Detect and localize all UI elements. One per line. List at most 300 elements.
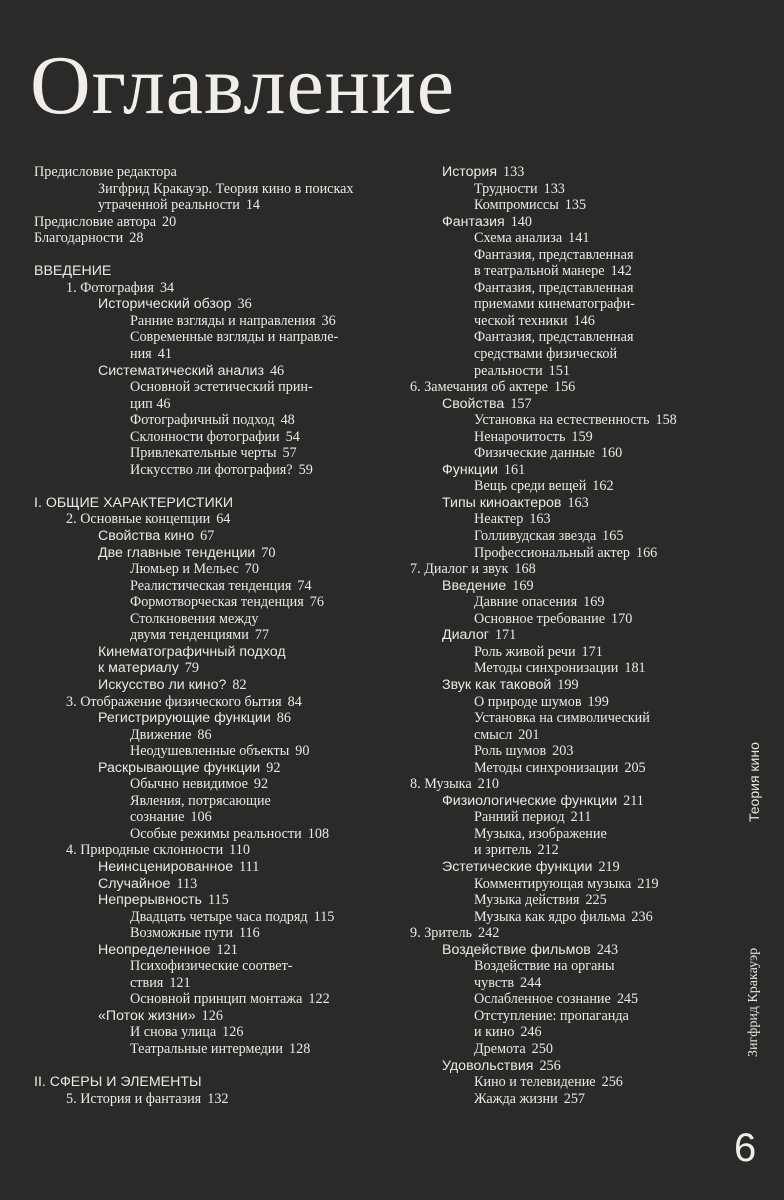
toc-section-entry (34, 859, 384, 876)
toc-entry-title: II. СФЕРЫ И ЭЛЕМЕНТЫ (34, 1074, 202, 1091)
toc-entry-page: 211 (623, 792, 644, 809)
toc-entry (410, 644, 710, 661)
toc-entry-page: 113 (176, 875, 198, 892)
toc-entry-title: Фантазия (442, 213, 505, 230)
toc-entry-title: ния (130, 346, 152, 363)
toc-entry-page: 116 (238, 925, 260, 942)
toc-entry-page: 115 (313, 908, 335, 925)
toc-entry (410, 528, 710, 545)
toc-entry-page: 14 (245, 197, 260, 214)
toc-section-entry (34, 296, 384, 313)
toc-entry (410, 1091, 710, 1108)
toc-entry-title: Физиологические функции (442, 792, 618, 809)
toc-entry-title: Диалог (442, 627, 489, 644)
toc-entry-title: двумя тенденциями (130, 627, 249, 644)
toc-entry (410, 809, 710, 826)
toc-entry-title: цип 46 (130, 395, 171, 412)
toc-entry-page: 242 (478, 925, 500, 942)
toc-entry-page: 36 (321, 312, 336, 329)
toc-entry-page: 133 (543, 180, 565, 197)
toc-entry (410, 247, 710, 264)
toc-entry-page: 111 (239, 858, 260, 875)
toc-entry-title: Искусство ли фотография? (130, 461, 293, 478)
toc-entry (410, 826, 710, 843)
toc-entry (410, 743, 710, 760)
toc-entry-title: смысл (474, 726, 513, 743)
toc-entry-title: Жажда жизни (474, 1090, 558, 1107)
toc-entry-title: И снова улица (130, 1024, 217, 1041)
toc-entry (410, 611, 710, 628)
toc-entry-title: 2. Основные концепции (66, 511, 211, 528)
toc-entry-page: 162 (592, 478, 614, 495)
toc-section-entry (34, 1074, 384, 1091)
toc-entry (34, 694, 384, 711)
toc-entry (410, 445, 710, 462)
toc-section-entry (410, 462, 710, 479)
toc-entry-title: 1. Фотография (66, 279, 154, 296)
toc-entry-page: 20 (162, 213, 177, 230)
toc-entry (410, 776, 710, 793)
toc-entry-title: Музыка действия (474, 892, 580, 909)
toc-section-entry (34, 545, 384, 562)
toc-entry-title: Давние опасения (474, 594, 578, 611)
toc-entry-page: 210 (477, 776, 499, 793)
toc-entry (410, 363, 710, 380)
toc-entry (410, 909, 710, 926)
toc-entry-page: 70 (261, 544, 276, 561)
toc-entry-page: 70 (244, 561, 259, 578)
toc-entry-title: 6. Замечания об актере (410, 379, 548, 396)
toc-entry-page: 54 (285, 428, 300, 445)
toc-entry-page: 106 (190, 809, 212, 826)
toc-entry-page: 171 (581, 643, 603, 660)
toc-section-entry (410, 793, 710, 810)
toc-entry-title: Ранний период (474, 809, 565, 826)
toc-entry (34, 561, 384, 578)
toc-entry (34, 594, 384, 611)
toc-entry (34, 214, 384, 231)
toc-spacer (34, 1058, 384, 1075)
toc-section-entry (410, 942, 710, 959)
toc-entry-title: Ослабленное сознание (474, 991, 611, 1008)
toc-entry-title: Фантазия, представленная (474, 279, 634, 296)
toc-entry (410, 263, 710, 280)
toc-entry-page: 181 (624, 660, 646, 677)
toc-entry (34, 1024, 384, 1041)
toc-entry-page: 84 (287, 693, 302, 710)
toc-entry-page: 34 (159, 279, 175, 296)
toc-section-entry (34, 710, 384, 727)
toc-entry-page: 28 (129, 230, 144, 247)
toc-entry (34, 197, 384, 214)
toc-entry-title: Вещь среди вещей (474, 478, 587, 495)
toc-entry (410, 892, 710, 909)
toc-entry-title: к материалу (98, 660, 179, 677)
toc-entry-title: Склонности фотографии (130, 428, 280, 445)
toc-entry-title: Двадцать четыре часа подряд (130, 908, 308, 925)
toc-section-entry (410, 627, 710, 644)
toc-entry-page: 115 (207, 892, 229, 909)
toc-entry-page: 211 (570, 809, 592, 826)
toc-entry-page: 126 (201, 1007, 223, 1024)
toc-entry-title: утраченной реальности (98, 197, 240, 214)
toc-entry-page: 160 (600, 445, 623, 462)
toc-section-entry (34, 876, 384, 893)
toc-entry (34, 809, 384, 826)
toc-entry-title: реальности (474, 362, 543, 379)
toc-entry-title: 3. Отображение физического бытия (66, 693, 282, 710)
toc-entry (410, 429, 710, 446)
toc-entry-title: Свойства (442, 395, 505, 412)
toc-entry (410, 1041, 710, 1058)
toc-section-entry (410, 396, 710, 413)
toc-entry-title: Предисловие редактора (34, 164, 177, 180)
toc-entry-title: Исторический обзор (98, 296, 232, 313)
toc-entry-page: 46 (269, 362, 285, 379)
toc-entry-title: Возможные пути (130, 925, 233, 942)
toc-entry-title: О природе шумов (474, 693, 582, 710)
toc-entry-title: Воздействие на органы (474, 958, 615, 975)
toc-entry-page: 151 (548, 362, 570, 379)
toc-entry-page: 74 (297, 577, 312, 594)
toc-entry (34, 727, 384, 744)
toc-entry-page: 90 (295, 743, 310, 760)
toc-entry-title: Дремота (474, 1040, 526, 1057)
toc-entry-title: Современные взгляды и направле- (130, 329, 339, 346)
toc-entry-title: Психофизические соответ- (130, 958, 293, 975)
toc-entry-title: Отступление: пропаганда (474, 1007, 629, 1024)
toc-section-entry (410, 578, 710, 595)
toc-entry-page: 256 (601, 1074, 623, 1091)
toc-entry-title: «Поток жизни» (98, 1007, 196, 1024)
toc-entry-page: 92 (253, 776, 269, 793)
toc-entry-title: Трудности (474, 180, 538, 197)
toc-entry-title: Формотворческая тенденция (130, 594, 304, 611)
toc-entry-page: 156 (553, 379, 576, 396)
toc-entry-page: 121 (216, 941, 238, 958)
toc-entry-title: Кино и телевидение (474, 1074, 596, 1091)
toc-entry-title: Предисловие автора (34, 213, 157, 230)
toc-entry-title: Фантазия, представленная (474, 246, 634, 263)
toc-entry-page: 169 (583, 594, 605, 611)
toc-entry-title: Удовольствия (442, 1057, 534, 1074)
toc-entry-title: Методы синхронизации (474, 660, 619, 677)
toc-entry-page: 199 (557, 676, 579, 693)
toc-entry-title: и зритель (474, 842, 532, 859)
toc-entry (34, 396, 384, 413)
toc-entry-title: Непрерывность (98, 892, 202, 909)
toc-entry-page: 243 (596, 941, 619, 958)
toc-entry (410, 412, 710, 429)
toc-entry (410, 1008, 710, 1025)
toc-entry-title: Явления, потрясающие (130, 792, 271, 809)
toc-entry (410, 594, 710, 611)
toc-entry-title: 4. Природные склонности (66, 842, 224, 859)
toc-entry (410, 727, 710, 744)
toc-entry-title: Введение (442, 577, 507, 594)
toc-entry-page: 199 (587, 693, 609, 710)
toc-section-entry (34, 495, 384, 512)
toc-entry (410, 842, 710, 859)
toc-section-entry (34, 644, 384, 661)
toc-entry (410, 975, 710, 992)
toc-entry-title: приемами кинематографи- (474, 296, 635, 313)
toc-entry-page: 225 (585, 892, 607, 909)
toc-entry (410, 991, 710, 1008)
toc-entry (34, 578, 384, 595)
toc-entry-page: 41 (157, 346, 172, 363)
toc-entry-page: 77 (254, 627, 270, 644)
toc-entry (34, 991, 384, 1008)
toc-entry-title: 5. История и фантазия (66, 1090, 202, 1107)
toc-entry (410, 958, 710, 975)
toc-entry (410, 1024, 710, 1041)
toc-section-entry (34, 677, 384, 694)
toc-entry (34, 611, 384, 628)
toc-entry (410, 329, 710, 346)
toc-entry (34, 429, 384, 446)
toc-entry-page: 92 (266, 759, 281, 776)
toc-entry-title: Две главные тенденции (98, 544, 256, 561)
spine-author: Зигфрид Кракауэр (746, 947, 761, 1057)
toc-entry-page: 122 (308, 991, 330, 1008)
toc-entry-page: 67 (200, 528, 215, 545)
toc-entry-title: Музыка как ядро фильма (474, 908, 626, 925)
toc-section-entry (410, 859, 710, 876)
toc-entry (410, 313, 710, 330)
spine-book-title: Теория кино (746, 742, 762, 822)
toc-section-entry (410, 677, 710, 694)
toc-entry-page: 169 (512, 577, 534, 594)
toc-entry (34, 842, 384, 859)
toc-section-entry (34, 942, 384, 959)
toc-entry-title: Воздействие фильмов (442, 941, 591, 958)
toc-entry-page: 128 (289, 1040, 311, 1057)
toc-entry-title: и кино (474, 1024, 515, 1041)
toc-entry-title: сознание (130, 809, 185, 826)
toc-section-entry (34, 263, 384, 280)
toc-entry-title: Ранние взгляды и направления (130, 312, 316, 329)
toc-entry (410, 876, 710, 893)
toc-entry-title: Фантазия, представленная (474, 329, 634, 346)
toc-entry-page: 86 (276, 710, 291, 727)
toc-entry-title: Роль живой речи (474, 643, 576, 660)
toc-entry-page: 82 (232, 676, 247, 693)
toc-section-entry (410, 164, 710, 181)
toc-section-entry (410, 214, 710, 231)
toc-entry-page: 165 (602, 528, 624, 545)
toc-entry-page: 57 (282, 445, 297, 462)
toc-entry-page: 168 (514, 561, 536, 578)
toc-entry (410, 660, 710, 677)
toc-entry (34, 280, 384, 297)
toc-entry-title: Компромиссы (474, 197, 559, 214)
toc-entry (34, 925, 384, 942)
toc-entry (34, 909, 384, 926)
toc-entry-title: чувств (474, 974, 515, 991)
toc-section-entry (34, 528, 384, 545)
toc-entry (410, 710, 710, 727)
toc-entry-title: Кинематографичный подход (98, 643, 286, 660)
toc-entry-title: Функции (442, 461, 498, 478)
toc-entry-title: 9. Зритель (410, 925, 473, 942)
toc-entry (34, 181, 384, 198)
toc-entry-page: 79 (184, 660, 199, 677)
toc-entry-page: 163 (567, 494, 589, 511)
toc-entry-page: 48 (280, 412, 295, 429)
toc-entry-title: Искусство ли кино? (98, 676, 227, 693)
toc-entry-title: Основной принцип монтажа (130, 991, 303, 1008)
toc-entry (34, 826, 384, 843)
toc-entry-title: Фотографичный подход (130, 412, 275, 429)
toc-entry (410, 1074, 710, 1091)
toc-entry-page: 219 (598, 858, 620, 875)
toc-entry-page: 163 (529, 511, 551, 528)
toc-entry-title: Музыка, изображение (474, 825, 607, 842)
toc-entry-page: 257 (563, 1090, 585, 1107)
toc-entry-page: 76 (309, 594, 324, 611)
toc-section-entry (34, 363, 384, 380)
toc-entry-page: 157 (510, 395, 532, 412)
toc-entry (34, 164, 384, 181)
toc-entry (410, 760, 710, 777)
toc-entry-title: История (442, 164, 498, 180)
toc-entry-title: Обычно невидимое (130, 776, 248, 793)
toc-entry (34, 313, 384, 330)
toc-entry-title: 7. Диалог и звук (410, 561, 509, 578)
toc-entry-page: 121 (169, 974, 191, 991)
toc-entry-page: 205 (624, 759, 646, 776)
toc-entry (410, 478, 710, 495)
toc-entry-page: 171 (494, 627, 517, 644)
toc-entry-title: Физические данные (474, 445, 595, 462)
toc-entry-title: средствами физической (474, 346, 618, 363)
toc-entry-page: 64 (216, 511, 231, 528)
toc-entry (34, 445, 384, 462)
toc-section-entry (34, 892, 384, 909)
toc-entry-page: 236 (631, 908, 653, 925)
toc-left-column (34, 164, 384, 1107)
toc-entry-page: 170 (611, 610, 633, 627)
toc-entry (34, 958, 384, 975)
toc-entry-page: 146 (573, 312, 595, 329)
toc-entry-title: Неактер (474, 511, 524, 528)
toc-entry-title: в театральной манере (474, 263, 605, 280)
toc-entry-page: 246 (520, 1024, 542, 1041)
toc-section-entry (34, 760, 384, 777)
page-title: Оглавление (30, 39, 455, 132)
toc-entry-title: Эстетические функции (442, 858, 593, 875)
toc-entry-title: Свойства кино (98, 528, 195, 545)
toc-entry-title: ческой техники (474, 312, 568, 329)
toc-entry-title: Методы синхронизации (474, 759, 619, 776)
toc-entry-title: Неопределенное (98, 941, 211, 958)
toc-entry-title: 8. Музыка (410, 776, 472, 793)
toc-entry (34, 511, 384, 528)
toc-entry-page: 244 (520, 974, 542, 991)
toc-entry-page: 140 (510, 213, 532, 230)
toc-entry-page: 59 (298, 461, 313, 478)
toc-entry-page: 142 (610, 263, 632, 280)
toc-entry (34, 1091, 384, 1108)
toc-entry (410, 379, 710, 396)
toc-entry-page: 133 (503, 164, 525, 180)
toc-entry-page: 126 (222, 1024, 244, 1041)
toc-entry (34, 743, 384, 760)
toc-entry (34, 412, 384, 429)
toc-entry (410, 694, 710, 711)
toc-entry-title: Ненарочитость (474, 428, 566, 445)
toc-entry-page: 245 (616, 991, 639, 1008)
toc-entry-page: 203 (552, 743, 574, 760)
toc-entry-title: Установка на естественность (474, 412, 650, 429)
toc-entry-title: Неинсценированное (98, 858, 234, 875)
toc-entry-title: I. ОБЩИЕ ХАРАКТЕРИСТИКИ (34, 494, 234, 511)
toc-entry-page: 36 (237, 296, 252, 313)
toc-entry-title: Профессиональный актер (474, 544, 630, 561)
toc-entry-title: Раскрывающие функции (98, 759, 261, 776)
toc-entry (410, 197, 710, 214)
toc-entry-page: 166 (635, 544, 658, 561)
toc-entry (410, 561, 710, 578)
toc-entry (34, 329, 384, 346)
toc-entry-page: 201 (518, 726, 540, 743)
toc-entry-title: Случайное (98, 875, 171, 892)
toc-entry (34, 776, 384, 793)
toc-entry (410, 511, 710, 528)
toc-entry (34, 627, 384, 644)
toc-entry-title: Роль шумов (474, 743, 547, 760)
toc-entry (410, 545, 710, 562)
toc-entry-title: Зигфрид Кракауэр. Теория кино в поисках (98, 180, 354, 197)
toc-entry-page: 158 (655, 412, 677, 429)
toc-entry (34, 230, 384, 247)
toc-entry-page: 110 (229, 842, 250, 859)
toc-right-column (410, 164, 710, 1107)
toc-entry-title: Схема анализа (474, 230, 563, 247)
toc-entry-title: Люмьер и Мельес (130, 561, 239, 578)
toc-entry-page: 219 (637, 875, 659, 892)
toc-entry-title: Комментирующая музыка (474, 875, 632, 892)
toc-entry-title: Основное требование (474, 610, 605, 627)
toc-entry-page: 132 (207, 1090, 229, 1107)
toc-entry-page: 141 (568, 230, 590, 247)
toc-spacer (34, 478, 384, 495)
toc-section-entry (34, 660, 384, 677)
page-number: 6 (734, 1126, 757, 1170)
toc-section-entry (34, 1008, 384, 1025)
toc-entry-title: Звук как таковой (442, 676, 552, 693)
toc-entry-title: Систематический анализ (98, 362, 264, 379)
toc-entry-title: Регистрирующие функции (98, 710, 271, 727)
toc-entry-title: ствия (130, 974, 164, 991)
toc-entry-title: ВВЕДЕНИЕ (34, 263, 112, 280)
toc-entry-title: Основной эстетический прин- (130, 379, 313, 396)
toc-entry-page: 135 (564, 197, 587, 214)
toc-entry-title: Реалистическая тенденция (130, 577, 292, 594)
toc-section-entry (410, 1058, 710, 1075)
toc-entry-page: 86 (197, 726, 212, 743)
toc-entry (34, 975, 384, 992)
toc-entry (34, 793, 384, 810)
toc-entry-title: Голливудская звезда (474, 528, 597, 545)
toc-entry (410, 925, 710, 942)
toc-entry-title: Столкновения между (130, 610, 259, 627)
toc-entry-title: Неодушевленные объекты (130, 743, 290, 760)
toc-entry-page: 250 (531, 1040, 553, 1057)
toc-entry-title: Благодарности (34, 230, 124, 247)
toc-section-entry (410, 495, 710, 512)
